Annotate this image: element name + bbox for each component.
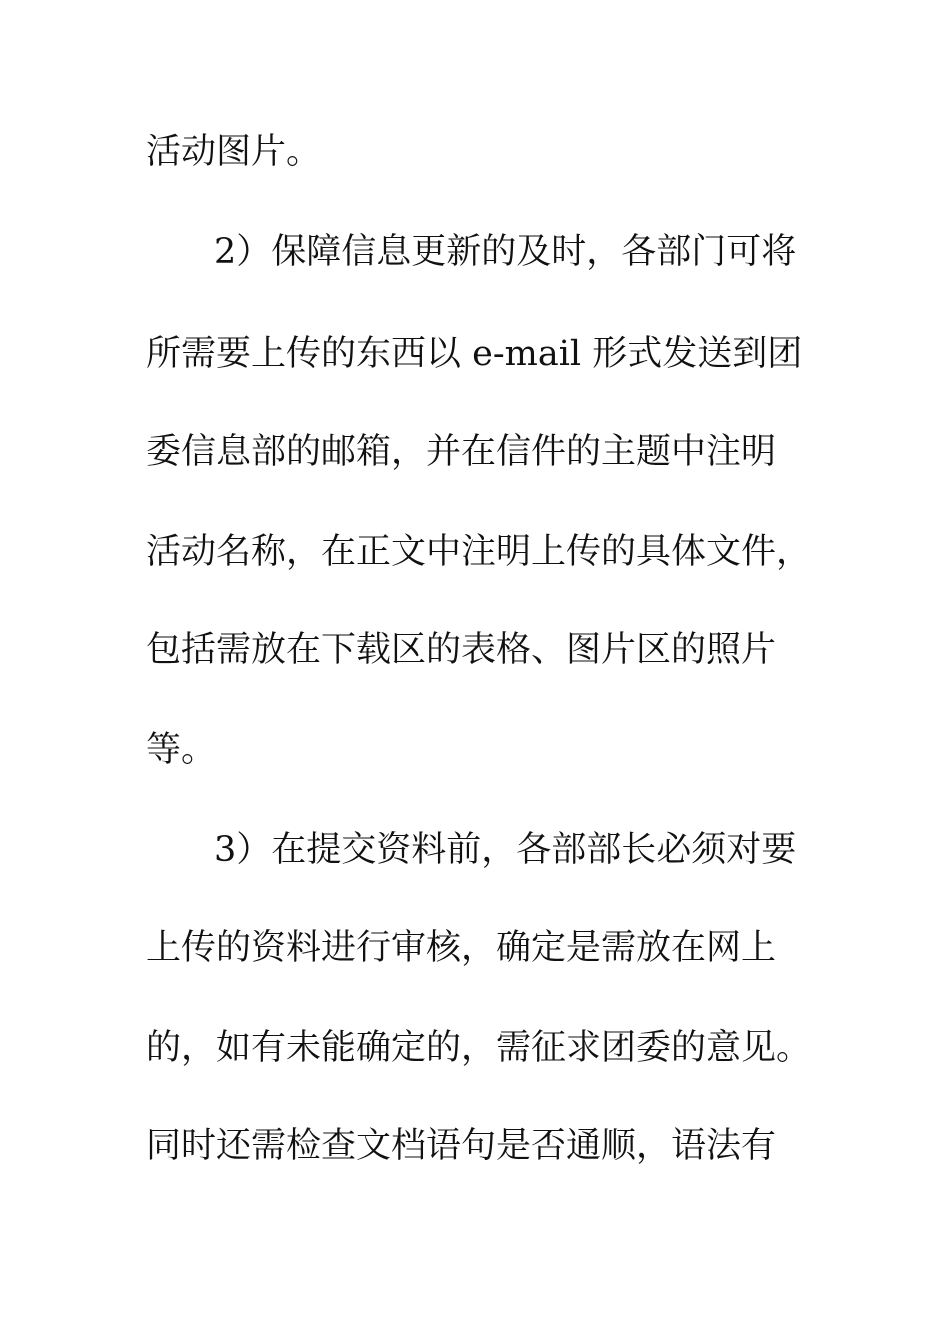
text-line-5: 活动名称，在正文中注明上传的具体文件， (146, 532, 812, 572)
text-line-10: 的，如有未能确定的，需征求团委的意见。 (146, 1028, 812, 1068)
text-line-8: 3）在提交资料前，各部部长必须对要 (214, 830, 797, 870)
text-line-3: 所需要上传的东西以 e-mail 形式发送到团 (146, 334, 803, 374)
text-line-7: 等。 (146, 730, 217, 770)
text-line-2: 2）保障信息更新的及时，各部门可将 (214, 232, 797, 272)
text-line-9: 上传的资料进行审核，确定是需放在网上 (146, 928, 777, 968)
text-line-11: 同时还需检查文档语句是否通顺，语法有 (146, 1126, 777, 1166)
text-line-1: 活动图片。 (146, 132, 322, 172)
text-line-6: 包括需放在下载区的表格、图片区的照片 (146, 630, 777, 670)
text-line-4: 委信息部的邮箱，并在信件的主题中注明 (146, 432, 777, 472)
